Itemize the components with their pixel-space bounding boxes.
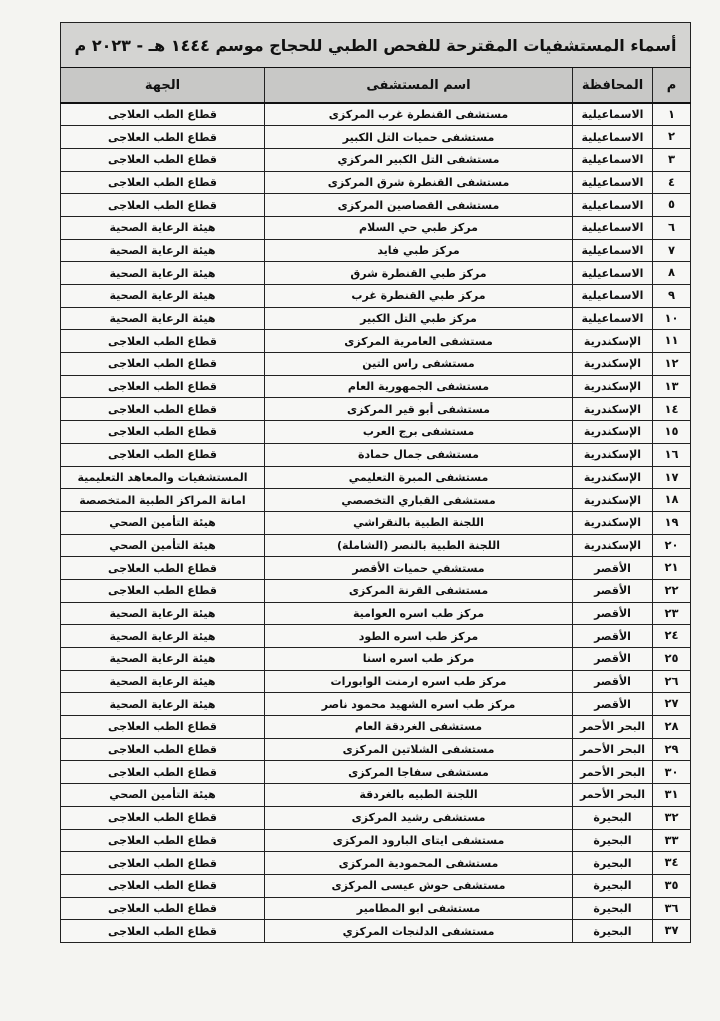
cell-number: ٣١	[653, 784, 691, 807]
table-row	[61, 602, 691, 625]
table-row	[61, 829, 691, 852]
table-row	[61, 285, 691, 308]
cell-governorate: الإسكندرية	[573, 398, 653, 421]
cell-authority: امانة المراكز الطبية المتخصصة	[61, 489, 265, 512]
cell-number: ٤	[653, 171, 691, 194]
cell-number: ٢٧	[653, 693, 691, 716]
column-header-hospital-name: اسم المستشفى	[265, 68, 573, 104]
cell-hospital-name: اللجنة الطبية بالنصر (الشاملة)	[265, 534, 573, 557]
cell-hospital-name: اللجنة الطبية بالنقراشي	[265, 511, 573, 534]
table-body	[61, 103, 691, 942]
cell-number: ٢٣	[653, 602, 691, 625]
document-sheet	[60, 22, 690, 943]
cell-governorate: الاسماعيلية	[573, 239, 653, 262]
cell-authority: هيئة الرعاية الصحية	[61, 602, 265, 625]
table-row	[61, 421, 691, 444]
cell-governorate: البحيرة	[573, 852, 653, 875]
cell-authority: قطاع الطب العلاجى	[61, 806, 265, 829]
table-row	[61, 852, 691, 875]
cell-number: ١٤	[653, 398, 691, 421]
cell-authority: قطاع الطب العلاجى	[61, 716, 265, 739]
cell-hospital-name: مركز طب اسره اسنا	[265, 648, 573, 671]
cell-hospital-name: مستشفى المبرة التعليمي	[265, 466, 573, 489]
cell-authority: قطاع الطب العلاجى	[61, 852, 265, 875]
cell-hospital-name: مستشفى راس التين	[265, 353, 573, 376]
cell-number: ٣٣	[653, 829, 691, 852]
cell-hospital-name: مستشفى حميات التل الكبير	[265, 126, 573, 149]
cell-hospital-name: مستشفى العامرية المركزى	[265, 330, 573, 353]
cell-governorate: الاسماعيلية	[573, 216, 653, 239]
cell-hospital-name: مستشفى القباري التخصصي	[265, 489, 573, 512]
cell-number: ١٠	[653, 307, 691, 330]
cell-authority: قطاع الطب العلاجى	[61, 557, 265, 580]
table-row	[61, 262, 691, 285]
cell-governorate: الاسماعيلية	[573, 148, 653, 171]
table-row	[61, 330, 691, 353]
cell-governorate: الأقصر	[573, 557, 653, 580]
cell-authority: هيئة الرعاية الصحية	[61, 693, 265, 716]
table-row	[61, 171, 691, 194]
cell-number: ٢٢	[653, 579, 691, 602]
cell-hospital-name: مستشفى القرنة المركزى	[265, 579, 573, 602]
cell-governorate: الإسكندرية	[573, 421, 653, 444]
cell-governorate: البحر الأحمر	[573, 784, 653, 807]
cell-governorate: البحر الأحمر	[573, 761, 653, 784]
cell-hospital-name: مركز طبي القنطرة شرق	[265, 262, 573, 285]
cell-governorate: البحيرة	[573, 874, 653, 897]
cell-hospital-name: مركز طبي التل الكبير	[265, 307, 573, 330]
cell-authority: قطاع الطب العلاجى	[61, 171, 265, 194]
title-row	[61, 23, 691, 68]
cell-number: ٢٤	[653, 625, 691, 648]
table-row	[61, 103, 691, 126]
cell-governorate: البحيرة	[573, 920, 653, 943]
table-row	[61, 194, 691, 217]
cell-governorate: الأقصر	[573, 693, 653, 716]
cell-governorate: البحيرة	[573, 806, 653, 829]
cell-governorate: الاسماعيلية	[573, 194, 653, 217]
cell-authority: قطاع الطب العلاجى	[61, 330, 265, 353]
cell-number: ٣	[653, 148, 691, 171]
table-row	[61, 557, 691, 580]
cell-governorate: البحر الأحمر	[573, 738, 653, 761]
cell-authority: قطاع الطب العلاجى	[61, 194, 265, 217]
table-row	[61, 738, 691, 761]
cell-hospital-name: مستشفى الجمهورية العام	[265, 375, 573, 398]
cell-hospital-name: مستشفى الغردقة العام	[265, 716, 573, 739]
cell-hospital-name: مركز طبي القنطرة غرب	[265, 285, 573, 308]
table-row	[61, 443, 691, 466]
cell-authority: هيئة الرعاية الصحية	[61, 262, 265, 285]
cell-authority: قطاع الطب العلاجى	[61, 738, 265, 761]
cell-hospital-name: مستشفى القصاصين المركزى	[265, 194, 573, 217]
cell-governorate: الأقصر	[573, 602, 653, 625]
cell-authority: هيئة التأمين الصحي	[61, 784, 265, 807]
table-row	[61, 920, 691, 943]
cell-hospital-name: مستشفى القنطرة غرب المركزى	[265, 103, 573, 126]
cell-number: ١٥	[653, 421, 691, 444]
cell-hospital-name: مستشفى برج العرب	[265, 421, 573, 444]
cell-authority: هيئة الرعاية الصحية	[61, 307, 265, 330]
cell-authority: قطاع الطب العلاجى	[61, 761, 265, 784]
cell-hospital-name: مركز طبي حي السلام	[265, 216, 573, 239]
cell-number: ٦	[653, 216, 691, 239]
cell-authority: قطاع الطب العلاجى	[61, 421, 265, 444]
header-row	[61, 68, 691, 104]
table-row	[61, 716, 691, 739]
cell-hospital-name: مستشفى أبو قير المركزى	[265, 398, 573, 421]
table-row	[61, 897, 691, 920]
cell-hospital-name: مستشفى الدلنجات المركزي	[265, 920, 573, 943]
table-row	[61, 126, 691, 149]
cell-governorate: الاسماعيلية	[573, 103, 653, 126]
cell-number: ١٢	[653, 353, 691, 376]
cell-authority: قطاع الطب العلاجى	[61, 829, 265, 852]
cell-authority: قطاع الطب العلاجى	[61, 148, 265, 171]
table-row	[61, 239, 691, 262]
column-header-governorate: المحافظة	[573, 68, 653, 104]
table-row	[61, 784, 691, 807]
cell-authority: هيئة التأمين الصحي	[61, 534, 265, 557]
cell-hospital-name: مستشفى حوش عيسى المركزى	[265, 874, 573, 897]
cell-governorate: الاسماعيلية	[573, 285, 653, 308]
cell-number: ٣٥	[653, 874, 691, 897]
cell-hospital-name: اللجنة الطبيه بالغردقة	[265, 784, 573, 807]
cell-hospital-name: مستشفى الشلاتين المركزى	[265, 738, 573, 761]
table-row	[61, 670, 691, 693]
cell-hospital-name: مستشفى القنطرة شرق المركزى	[265, 171, 573, 194]
cell-governorate: الأقصر	[573, 648, 653, 671]
table-row	[61, 579, 691, 602]
cell-authority: هيئة الرعاية الصحية	[61, 239, 265, 262]
cell-number: ٧	[653, 239, 691, 262]
cell-governorate: الإسكندرية	[573, 466, 653, 489]
cell-hospital-name: مركز طب اسره العوامية	[265, 602, 573, 625]
cell-governorate: الإسكندرية	[573, 375, 653, 398]
cell-number: ٩	[653, 285, 691, 308]
cell-hospital-name: مستشفى سفاجا المركزى	[265, 761, 573, 784]
cell-number: ٢٩	[653, 738, 691, 761]
cell-governorate: الإسكندرية	[573, 330, 653, 353]
table-row	[61, 398, 691, 421]
cell-number: ٢٥	[653, 648, 691, 671]
cell-governorate: البحيرة	[573, 829, 653, 852]
cell-governorate: الاسماعيلية	[573, 171, 653, 194]
cell-hospital-name: مستشفى ايتاى البارود المركزى	[265, 829, 573, 852]
cell-number: ٣٠	[653, 761, 691, 784]
cell-hospital-name: مركز طب اسره الطود	[265, 625, 573, 648]
cell-authority: قطاع الطب العلاجى	[61, 443, 265, 466]
table-row	[61, 148, 691, 171]
cell-number: ٢٠	[653, 534, 691, 557]
cell-governorate: الاسماعيلية	[573, 262, 653, 285]
cell-authority: قطاع الطب العلاجى	[61, 874, 265, 897]
cell-number: ١٣	[653, 375, 691, 398]
cell-authority: قطاع الطب العلاجى	[61, 920, 265, 943]
cell-authority: قطاع الطب العلاجى	[61, 579, 265, 602]
cell-number: ٢١	[653, 557, 691, 580]
cell-governorate: الأقصر	[573, 579, 653, 602]
cell-governorate: الإسكندرية	[573, 534, 653, 557]
cell-number: ٢٦	[653, 670, 691, 693]
table-row	[61, 625, 691, 648]
cell-authority: هيئة التأمين الصحي	[61, 511, 265, 534]
cell-authority: هيئة الرعاية الصحية	[61, 648, 265, 671]
table-row	[61, 489, 691, 512]
table-row	[61, 648, 691, 671]
table-row	[61, 806, 691, 829]
cell-number: ٣٤	[653, 852, 691, 875]
cell-hospital-name: مستشفي حميات الأقصر	[265, 557, 573, 580]
cell-number: ٣٦	[653, 897, 691, 920]
column-header-authority: الجهة	[61, 68, 265, 104]
cell-authority: قطاع الطب العلاجى	[61, 897, 265, 920]
cell-governorate: الإسكندرية	[573, 511, 653, 534]
cell-number: ١٦	[653, 443, 691, 466]
cell-governorate: البحر الأحمر	[573, 716, 653, 739]
cell-hospital-name: مركز طبي فايد	[265, 239, 573, 262]
cell-number: ٣٢	[653, 806, 691, 829]
cell-governorate: الاسماعيلية	[573, 126, 653, 149]
cell-number: ٢٨	[653, 716, 691, 739]
table-row	[61, 353, 691, 376]
cell-governorate: الإسكندرية	[573, 489, 653, 512]
cell-governorate: الاسماعيلية	[573, 307, 653, 330]
cell-number: ١٩	[653, 511, 691, 534]
cell-authority: قطاع الطب العلاجى	[61, 103, 265, 126]
cell-authority: هيئة الرعاية الصحية	[61, 285, 265, 308]
table-row	[61, 466, 691, 489]
cell-hospital-name: مستشفى رشيد المركزى	[265, 806, 573, 829]
table-row	[61, 307, 691, 330]
cell-number: ١	[653, 103, 691, 126]
cell-number: ١٧	[653, 466, 691, 489]
cell-governorate: الأقصر	[573, 625, 653, 648]
document-title: أسماء المستشفيات المقترحة للفحص الطبي للحجاج موسم ١٤٤٤ هـ - ٢٠٢٣ م	[61, 23, 691, 68]
cell-number: ١١	[653, 330, 691, 353]
table-row	[61, 511, 691, 534]
table-row	[61, 375, 691, 398]
cell-governorate: الأقصر	[573, 670, 653, 693]
cell-number: ٣٧	[653, 920, 691, 943]
cell-authority: قطاع الطب العلاجى	[61, 375, 265, 398]
cell-hospital-name: مستشفى التل الكبير المركزي	[265, 148, 573, 171]
column-header-number: م	[653, 68, 691, 104]
cell-authority: قطاع الطب العلاجى	[61, 126, 265, 149]
cell-authority: قطاع الطب العلاجى	[61, 353, 265, 376]
cell-number: ٢	[653, 126, 691, 149]
cell-hospital-name: مستشفى المحمودية المركزى	[265, 852, 573, 875]
cell-hospital-name: مستشفى ابو المطامير	[265, 897, 573, 920]
table-row	[61, 534, 691, 557]
cell-authority: المستشفيات والمعاهد التعليمية	[61, 466, 265, 489]
cell-authority: هيئة الرعاية الصحية	[61, 216, 265, 239]
cell-hospital-name: مركز طب اسره ارمنت الوابورات	[265, 670, 573, 693]
cell-authority: هيئة الرعاية الصحية	[61, 670, 265, 693]
cell-authority: هيئة الرعاية الصحية	[61, 625, 265, 648]
cell-hospital-name: مركز طب اسره الشهيد محمود ناصر	[265, 693, 573, 716]
table-row	[61, 761, 691, 784]
cell-governorate: الإسكندرية	[573, 353, 653, 376]
cell-number: ٥	[653, 194, 691, 217]
cell-hospital-name: مستشفى جمال حمادة	[265, 443, 573, 466]
table-row	[61, 874, 691, 897]
cell-number: ١٨	[653, 489, 691, 512]
hospital-table	[60, 22, 691, 943]
cell-governorate: البحيرة	[573, 897, 653, 920]
cell-number: ٨	[653, 262, 691, 285]
cell-governorate: الإسكندرية	[573, 443, 653, 466]
cell-authority: قطاع الطب العلاجى	[61, 398, 265, 421]
table-row	[61, 693, 691, 716]
table-row	[61, 216, 691, 239]
